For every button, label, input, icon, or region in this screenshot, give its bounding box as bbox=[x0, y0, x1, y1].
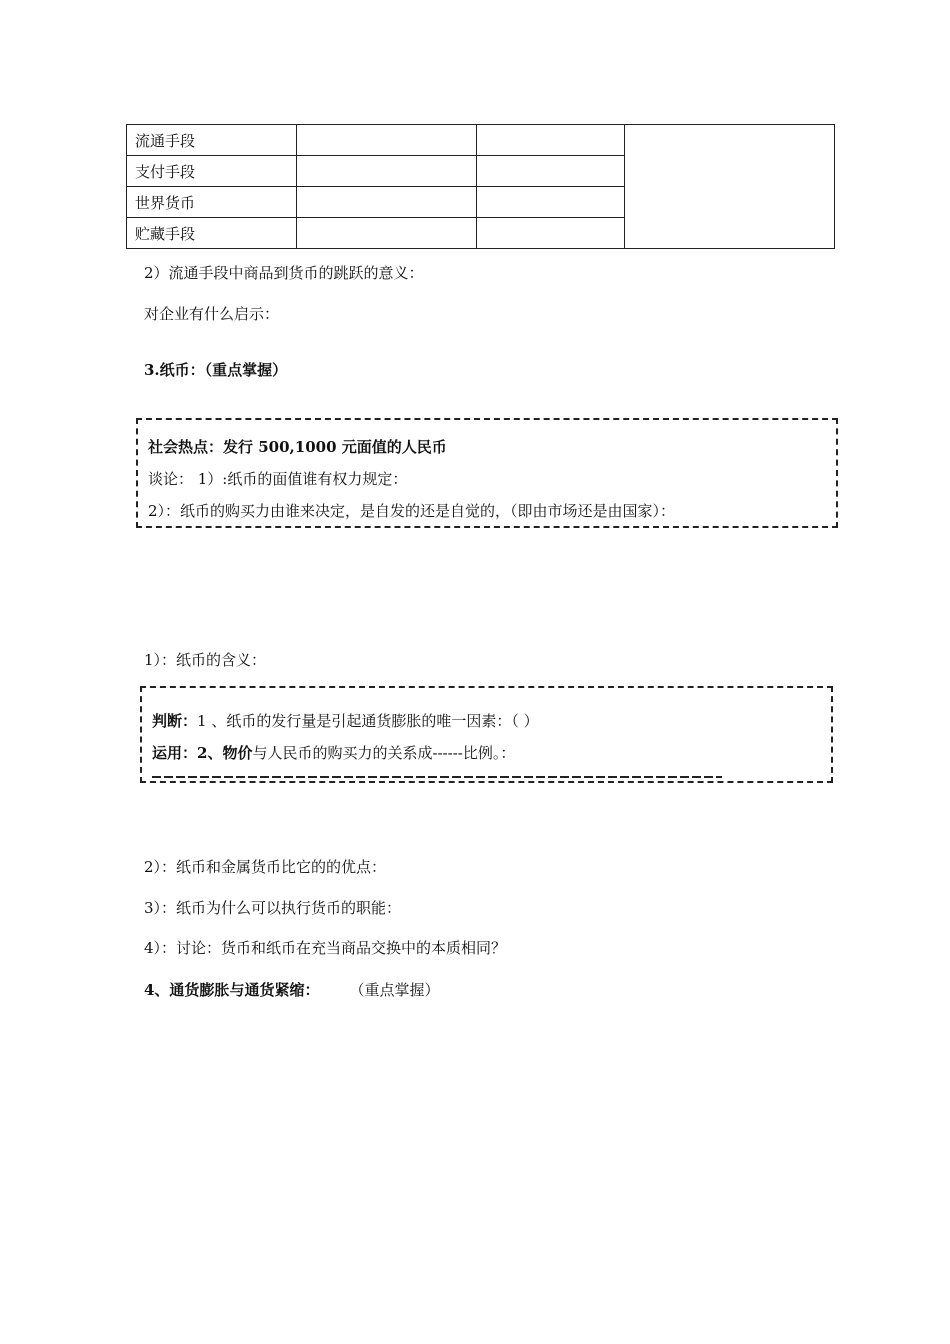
table-row bbox=[127, 125, 835, 156]
section-heading-inflation bbox=[144, 979, 439, 1000]
table-cell bbox=[477, 125, 625, 156]
table-cell-merged bbox=[625, 125, 835, 249]
question-paper-money-function: 3）：纸币为什么可以执行货币的职能： bbox=[144, 899, 402, 917]
hotspot-title: 社会热点：发行 500,1000 元面值的人民币 bbox=[148, 438, 447, 456]
table-cell-label: 贮藏手段 bbox=[127, 218, 297, 249]
table-cell-label: 支付手段 bbox=[127, 156, 297, 187]
social-hotspot-box bbox=[136, 418, 838, 528]
table-cell-label: 世界货币 bbox=[127, 187, 297, 218]
table-cell bbox=[477, 218, 625, 249]
table-cell bbox=[477, 156, 625, 187]
judge-label: 判断： bbox=[152, 712, 198, 730]
apply-text: 与人民币的购买力的关系成------比例。： bbox=[252, 744, 516, 762]
hotspot-discussion-1: 谈论： 1）:纸币的面值谁有权力规定： bbox=[148, 470, 408, 488]
money-functions-table bbox=[126, 124, 835, 249]
judge-text: 1 、纸币的发行量是引起通货膨胀的唯一因素：（ ） bbox=[197, 712, 539, 730]
table-cell bbox=[297, 156, 477, 187]
question-enterprise-insight: 对企业有什么启示： bbox=[144, 305, 280, 323]
section-heading-paper-money: 3.纸币：（重点掌握） bbox=[144, 361, 288, 379]
inflation-heading-bold: 4、通货膨胀与通货紧缩： bbox=[144, 981, 320, 999]
apply-bold-text: 2、物价 bbox=[197, 744, 253, 762]
inflation-heading-note: （重点掌握） bbox=[349, 981, 440, 999]
table-cell bbox=[477, 187, 625, 218]
question-paper-money-meaning: 1）：纸币的含义： bbox=[144, 651, 267, 669]
apply-line bbox=[152, 742, 515, 763]
table-cell bbox=[297, 218, 477, 249]
question-paper-money-advantages: 2）：纸币和金属货币比它的的优点： bbox=[144, 858, 387, 876]
table-cell bbox=[297, 125, 477, 156]
question-circulation-meaning: 2）流通手段中商品到货币的跳跃的意义： bbox=[144, 264, 424, 282]
apply-label: 运用： bbox=[152, 744, 198, 762]
judge-line bbox=[152, 710, 539, 731]
clipped-text-remnant bbox=[152, 774, 722, 780]
table-cell bbox=[297, 187, 477, 218]
judge-apply-box bbox=[140, 686, 833, 783]
hotspot-discussion-2: 2）：纸币的购买力由谁来决定，是自发的还是自觉的，（即由市场还是由国家）： bbox=[148, 502, 676, 520]
table-cell-label: 流通手段 bbox=[127, 125, 297, 156]
question-discussion-essence: 4）：讨论：货币和纸币在充当商品交换中的本质相同？ bbox=[144, 939, 507, 957]
